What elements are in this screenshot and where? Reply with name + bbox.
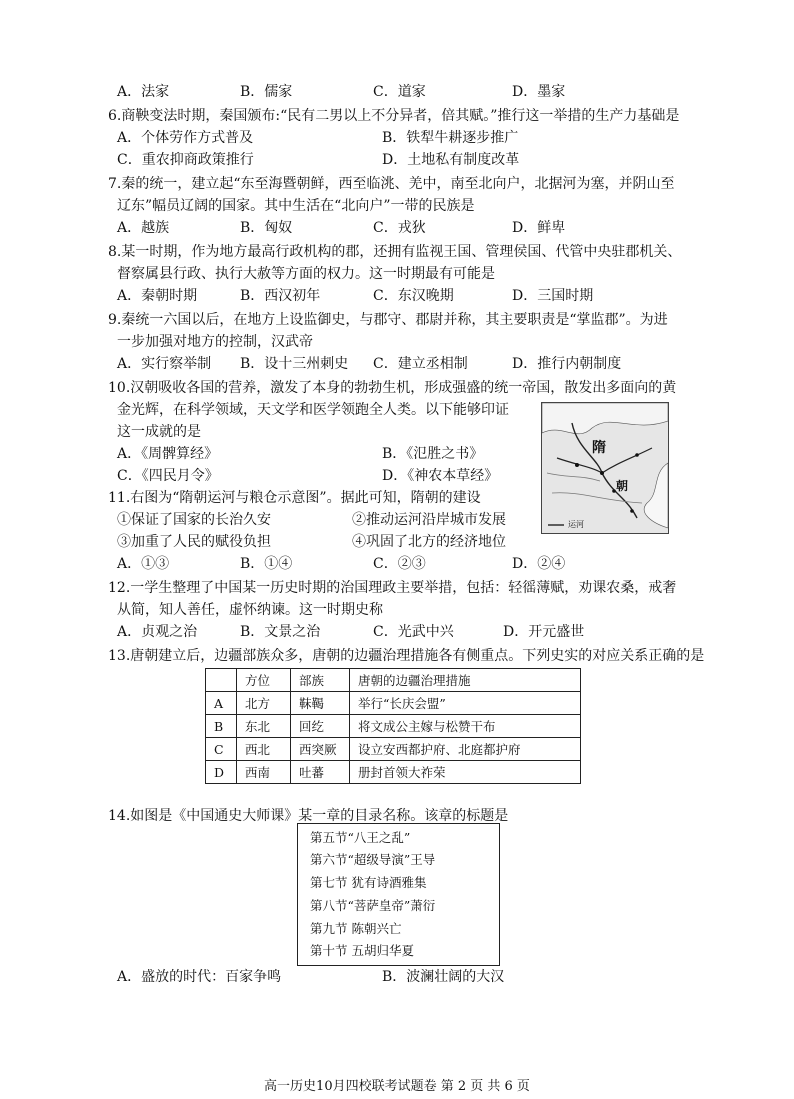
q7-stem-line1: 7.秦的统一，建立起“东至海暨朝鲜，西至临洮、羌中，南至北向户，北据河为塞，并阴山至	[108, 176, 675, 192]
q7-option-d: D．鲜卑	[512, 220, 566, 236]
q6-option-d: D．土地私有制度改革	[382, 152, 520, 168]
q12-option-c: C．光武中兴	[373, 624, 454, 640]
table-row	[206, 692, 581, 715]
table-header-cell: 部族	[291, 669, 350, 692]
table-cell: 靺鞨	[291, 692, 350, 715]
q7-stem-line2: 辽东”幅员辽阔的国家。其中生活在“北向户”一带的民族是	[117, 198, 475, 214]
q11-item-3: ③加重了人民的赋役负担	[117, 534, 271, 550]
q5-option-d: D．墨家	[512, 84, 566, 100]
q8-option-d: D．三国时期	[512, 288, 594, 304]
q11-item-2: ②推动运河沿岸城市发展	[352, 512, 506, 528]
q14-stem: 14.如图是《中国通史大师课》某一章的目录名称。该章的标题是	[108, 808, 509, 824]
table-header-row	[206, 669, 581, 692]
q7-option-c: C．戎狄	[373, 220, 426, 236]
q11-option-a: A．①③	[117, 556, 170, 572]
table-cell: 册封首领大祚荣	[350, 761, 581, 784]
q10-option-d: D．《神农本草经》	[382, 468, 499, 484]
q12-option-b: B．文景之治	[240, 624, 321, 640]
table-cell: 西突厥	[291, 738, 350, 761]
q13-table	[205, 668, 581, 784]
q7-option-a: A．越族	[117, 220, 170, 236]
q8-option-c: C．东汉晚期	[373, 288, 454, 304]
q14-toc-box	[297, 823, 500, 966]
toc-item: 第五节“八王之乱”	[310, 830, 411, 845]
table-cell: 将文成公主嫁与松赞干布	[350, 715, 581, 738]
q9-stem-line1: 9.秦统一六国以后，在地方上设监御史，与郡守、郡尉并称，其主要职责是“掌监郡”。为进	[108, 312, 668, 328]
q14-option-a: A．盛放的时代：百家争鸣	[117, 969, 282, 985]
q10-stem-line3: 这一成就的是	[117, 424, 201, 440]
table-cell: 北方	[237, 692, 291, 715]
table-row	[206, 761, 581, 784]
toc-item: 第七节 犹有诗酒雅集	[310, 875, 427, 890]
table-header-cell: 方位	[237, 669, 291, 692]
q7-option-b: B．匈奴	[240, 220, 293, 236]
q12-stem-line1: 12.一学生整理了中国某一历史时期的治国理政主要举措，包括：轻徭薄赋，劝课农桑，戒奢	[108, 580, 677, 596]
q8-stem-line2: 督察属县行政、执行大赦等方面的权力。这一时期最有可能是	[117, 266, 495, 282]
table-cell: 东北	[237, 715, 291, 738]
table-cell: 吐蕃	[291, 761, 350, 784]
q12-option-a: A．贞观之治	[117, 624, 198, 640]
q14-option-b: B．波澜壮阔的大汉	[382, 969, 505, 985]
q5-option-b: B．儒家	[240, 84, 293, 100]
q6-option-a: A．个体劳作方式普及	[117, 130, 254, 146]
q9-option-b: B．设十三州刺史	[240, 356, 349, 372]
map-legend-canal: 运河	[568, 520, 584, 529]
q6-option-b: B．铁犁牛耕逐步推广	[382, 130, 519, 146]
table-cell: 举行“长庆会盟”	[350, 692, 581, 715]
q9-stem-line2: 一步加强对地方的控制，汉武帝	[117, 334, 313, 350]
map-label-chao: 朝	[616, 479, 629, 493]
table-cell: D	[206, 761, 237, 784]
q11-item-1: ①保证了国家的长治久安	[117, 512, 271, 528]
q5-option-c: C．道家	[373, 84, 426, 100]
q10-option-c: C．《四民月令》	[117, 468, 219, 484]
map-drawing	[542, 403, 668, 533]
toc-item: 第十节 五胡归华夏	[310, 943, 414, 958]
table-cell: 回纥	[291, 715, 350, 738]
q10-option-a: A．《周髀算经》	[117, 446, 219, 462]
table-cell: A	[206, 692, 237, 715]
q9-option-a: A．实行察举制	[117, 356, 212, 372]
toc-item: 第九节 陈朝兴亡	[310, 921, 402, 936]
q13-stem: 13.唐朝建立后，边疆部族众多，唐朝的边疆治理措施各有侧重点。下列史实的对应关系正确的是	[108, 648, 705, 664]
q9-option-c: C．建立丞相制	[373, 356, 468, 372]
q6-option-c: C．重农抑商政策推行	[117, 152, 254, 168]
sui-canal-map	[541, 402, 669, 534]
table-header-cell	[206, 669, 237, 692]
q12-option-d: D．开元盛世	[503, 624, 585, 640]
q6-stem: 6.商鞅变法时期，秦国颁布:“民有二男以上不分异者，倍其赋。”推行这一举措的生产力基础是	[108, 108, 680, 124]
table-cell: 西南	[237, 761, 291, 784]
q11-item-4: ④巩固了北方的经济地位	[352, 534, 506, 550]
table-row	[206, 715, 581, 738]
page-footer: 高一历史10月四校联考试题卷 第 2 页 共 6 页	[264, 1079, 530, 1094]
table-header-cell: 唐朝的边疆治理措施	[350, 669, 581, 692]
q9-option-d: D．推行内朝制度	[512, 356, 622, 372]
q10-stem-line1: 10.汉朝吸收各国的营养，激发了本身的勃勃生机，形成强盛的统一帝国，散发出多面向的黄	[108, 380, 677, 396]
table-cell: B	[206, 715, 237, 738]
map-label-sui: 隋	[592, 440, 606, 456]
q10-option-b: B．《氾胜之书》	[382, 446, 484, 462]
q11-option-d: D．②④	[512, 556, 566, 572]
table-cell: 设立安西都护府、北庭都护府	[350, 738, 581, 761]
q8-option-a: A．秦朝时期	[117, 288, 198, 304]
table-row	[206, 738, 581, 761]
toc-item: 第八节“菩萨皇帝”萧衍	[310, 898, 436, 913]
q10-stem-line2: 金光辉，在科学领域，天文学和医学领跑全人类。以下能够印证	[117, 402, 509, 418]
toc-item: 第六节“超级导演”王导	[310, 852, 436, 867]
q11-stem: 11.右图为“隋朝运河与粮仓示意图”。据此可知，隋朝的建设	[108, 490, 481, 506]
q8-stem-line1: 8.某一时期，作为地方最高行政机构的郡，还拥有监视王国、管理侯国、代管中央驻郡机关、	[108, 244, 682, 260]
table-cell: C	[206, 738, 237, 761]
q11-option-b: B．①④	[240, 556, 293, 572]
table-cell: 西北	[237, 738, 291, 761]
q5-option-a: A．法家	[117, 84, 170, 100]
q8-option-b: B．西汉初年	[240, 288, 321, 304]
q11-option-c: C．②③	[373, 556, 426, 572]
q12-stem-line2: 从简，知人善任，虚怀纳谏。这一时期史称	[117, 602, 383, 618]
